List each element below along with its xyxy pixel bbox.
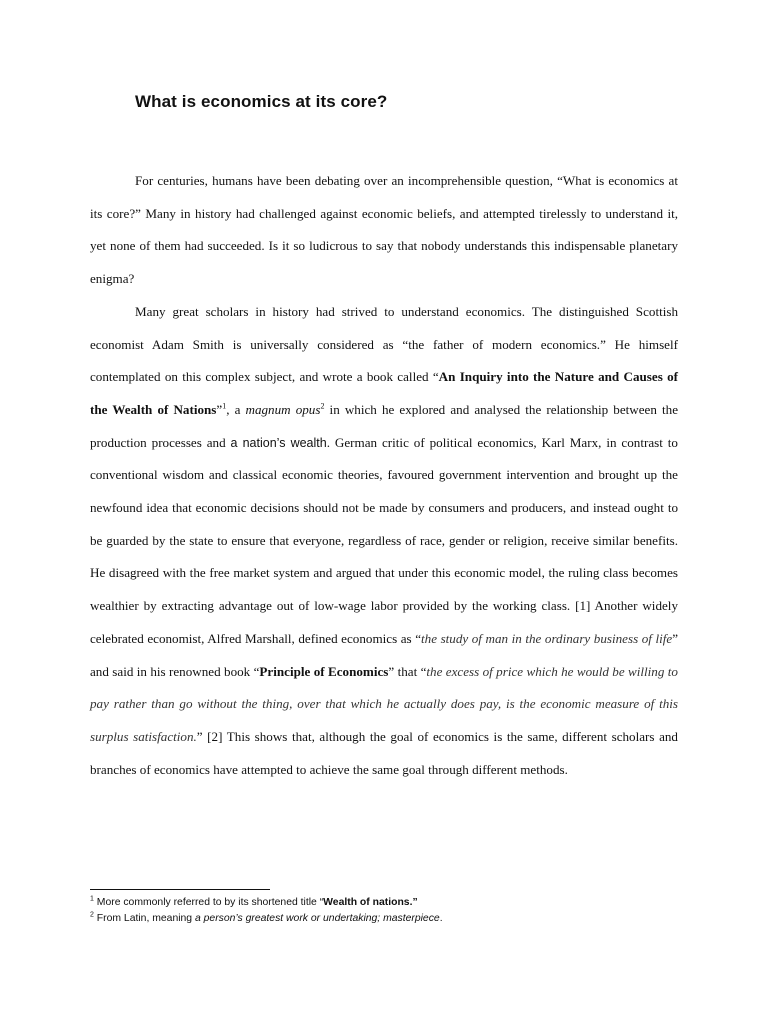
page-title: What is economics at its core? [135,92,388,111]
body-text [90,165,678,786]
paragraph-2-text-b: ” [216,401,223,417]
paragraph-2-text-d: in which he explored and analysed the relationship between the production processes and [90,401,679,450]
marshall-surplus-quote: the excess of price which he would be willing to pay rather than go without the thing, over that which he actually does pay, is the economic measure of this surplus satisfaction. [90,663,678,744]
footnote-2-italic-definition: a person’s greatest work or undertaking; masterpiece [194,913,440,924]
marshall-definition-quote: the study of man in the ordinary business of life [421,630,673,646]
footnote-2-number: 2 [90,911,94,919]
paragraph-2-text-f: ” and said in his renowned book “ [90,630,678,679]
footnote-1 [90,895,690,911]
book-title-principle-of-economics: Principle of Economics [259,663,389,679]
footnote-marker-2[interactable]: 2 [320,401,325,411]
paragraph-2-text-h: ” [2] This shows that, although the goal of economics is the same, different scholars and branches of economics have attempted to achieve the same goal through different methods. [90,728,678,777]
footnote-1-text: More commonly referred to by its shortened title “ [93,897,324,908]
footnote-1-tail: ” [412,897,418,908]
paragraph-2-text-c: , a [226,401,246,417]
footnote-2-tail: . [439,913,443,924]
footnote-2-text: From Latin, meaning [93,913,195,924]
paragraph-1: For centuries, humans have been debating over an incomprehensible question, “What is economics at its core?” Many in history had challenged against economic beliefs, and attempted tirelessly to understand it, yet none of them had succeeded. Is it so ludicrous to say that nobody understands this indispensable planetary enigma? [90,173,678,287]
paragraph-2-text-g: ” that “ [388,663,427,679]
magnum-opus-term: magnum opus [245,401,321,417]
footnote-marker-1[interactable]: 1 [222,401,227,411]
footnote-1-bold-title: Wealth of nations. [323,897,413,908]
paragraph-2-text-e: . German critic of political economics, Karl Marx, in contrast to conventional wisdom and classical economic theories, favoured government intervention and brought up the newfound idea that economic decisions should not be made by consumers and producers, and instead ought to be guarded by the state to ensure that everyone, regardless of race, gender or religion, receive similar benefits. He disagreed with the free market system and argued that under this economic model, the ruling class becomes wealthier by extracting advantage out of low-wage labor provided by the working class. [1] Another widely celebrated economist, Alfred Marshall, defined economics as “ [90,434,678,646]
footnotes [90,895,690,927]
book-title-wealth-of-nations: An Inquiry into the Nature and Causes of the Wealth of Nations [90,369,678,417]
footnote-1-number: 1 [90,895,94,903]
nations-wealth-phrase: a nation’s wealth [230,435,327,450]
paragraph-2-text-a: Many great scholars in history had strived to understand economics. The distinguished Scottish economist Adam Smith is universally considered as “the father of modern economics.” He himself contemplated on this complex subject, and wrote a book called “ [90,303,678,385]
footnote-divider [90,889,270,890]
paragraph-2 [90,296,678,787]
footnote-2 [90,911,690,927]
